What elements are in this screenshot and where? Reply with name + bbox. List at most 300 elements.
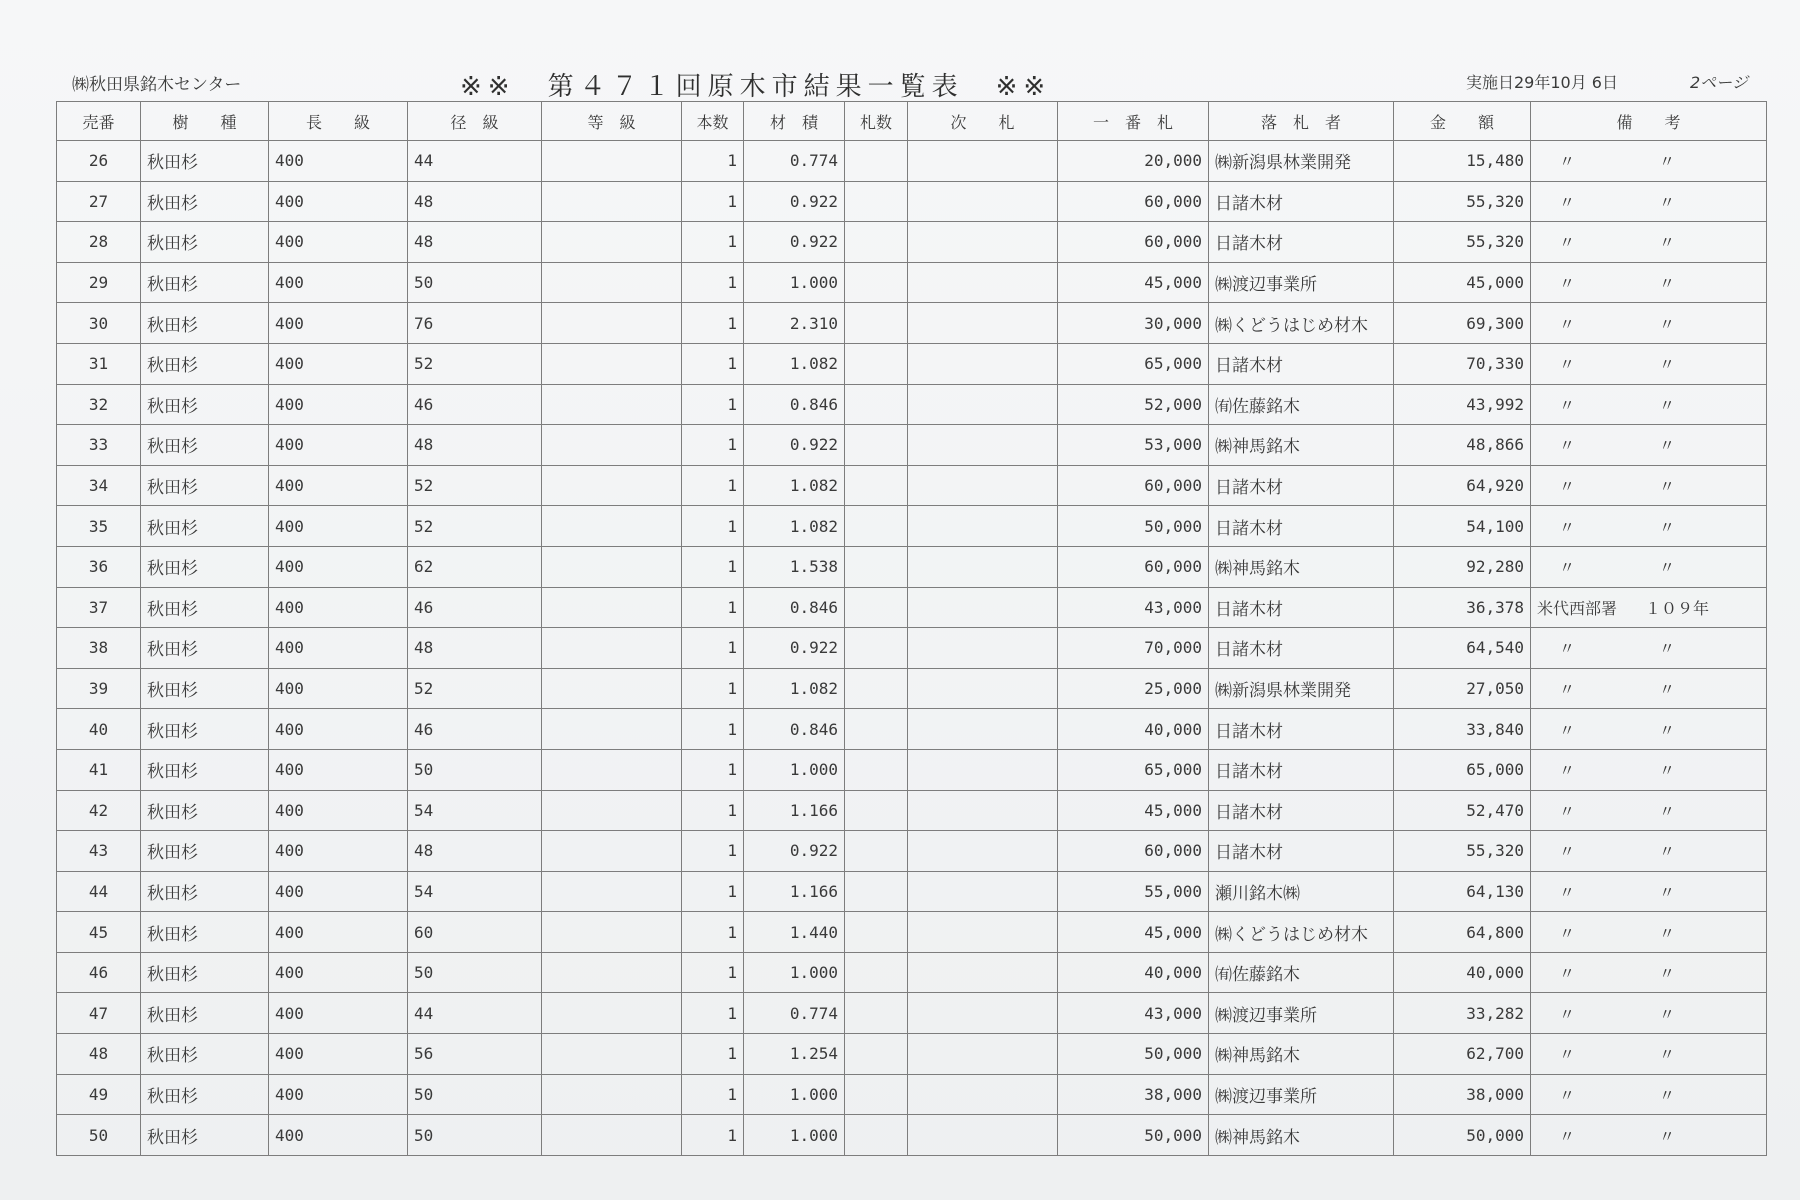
- table-body: [57, 141, 1767, 1156]
- remarks-secondary: 〃: [1659, 842, 1676, 862]
- volume-cell: 1.082: [744, 343, 845, 384]
- column-header: 金 額: [1394, 102, 1531, 141]
- amount-cell: 64,920: [1394, 465, 1531, 506]
- volume-cell: 1.000: [744, 262, 845, 303]
- amount-cell: 69,300: [1394, 303, 1531, 344]
- grade-cell: [542, 993, 682, 1034]
- length-class-cell: 400: [269, 343, 408, 384]
- species-cell: 秋田杉: [141, 668, 269, 709]
- remarks-secondary: １０９年: [1645, 598, 1710, 618]
- piece-count-cell: 1: [682, 790, 744, 831]
- diameter-class-cell: 44: [408, 993, 542, 1034]
- table-row: [57, 465, 1767, 506]
- volume-cell: 0.922: [744, 831, 845, 872]
- remarks-secondary: 〃: [1659, 1045, 1676, 1065]
- second-bid-cell: [908, 1034, 1058, 1075]
- remarks-primary: 〃: [1559, 558, 1576, 578]
- length-class-cell: 400: [269, 384, 408, 425]
- second-bid-cell: [908, 628, 1058, 669]
- column-header: 材 積: [744, 102, 845, 141]
- top-bid-cell: 60,000: [1058, 546, 1209, 587]
- column-header: 長 級: [269, 102, 408, 141]
- remarks-secondary: 〃: [1659, 517, 1676, 537]
- buyer-cell: 日諸木材: [1209, 181, 1394, 222]
- sale-number-cell: 47: [57, 993, 141, 1034]
- remarks-secondary: 〃: [1659, 923, 1676, 943]
- second-bid-cell: [908, 222, 1058, 263]
- amount-cell: 64,540: [1394, 628, 1531, 669]
- table-row: [57, 912, 1767, 953]
- remarks-primary: 〃: [1559, 882, 1576, 902]
- grade-cell: [542, 546, 682, 587]
- buyer-cell: ㈱渡辺事業所: [1209, 1074, 1394, 1115]
- grade-cell: [542, 1034, 682, 1075]
- diameter-class-cell: 56: [408, 1034, 542, 1075]
- buyer-cell: ㈱くどうはじめ材木: [1209, 303, 1394, 344]
- top-bid-cell: 65,000: [1058, 343, 1209, 384]
- sale-number-cell: 42: [57, 790, 141, 831]
- piece-count-cell: 1: [682, 181, 744, 222]
- amount-cell: 38,000: [1394, 1074, 1531, 1115]
- remarks-secondary: 〃: [1659, 639, 1676, 659]
- bid-count-cell: [845, 141, 908, 182]
- table-row: [57, 343, 1767, 384]
- remarks-primary: 米代西部署: [1537, 598, 1618, 618]
- amount-cell: 64,130: [1394, 871, 1531, 912]
- piece-count-cell: 1: [682, 628, 744, 669]
- remarks-cell: [1531, 343, 1767, 384]
- bid-count-cell: [845, 546, 908, 587]
- length-class-cell: 400: [269, 993, 408, 1034]
- amount-cell: 48,866: [1394, 425, 1531, 466]
- amount-cell: 43,992: [1394, 384, 1531, 425]
- piece-count-cell: 1: [682, 262, 744, 303]
- grade-cell: [542, 384, 682, 425]
- bid-count-cell: [845, 343, 908, 384]
- volume-cell: 1.082: [744, 465, 845, 506]
- top-bid-cell: 60,000: [1058, 831, 1209, 872]
- top-bid-cell: 53,000: [1058, 425, 1209, 466]
- bid-count-cell: [845, 222, 908, 263]
- remarks-primary: 〃: [1559, 923, 1576, 943]
- second-bid-cell: [908, 668, 1058, 709]
- volume-cell: 1.082: [744, 668, 845, 709]
- sale-number-cell: 32: [57, 384, 141, 425]
- length-class-cell: 400: [269, 749, 408, 790]
- remarks-cell: [1531, 831, 1767, 872]
- remarks-secondary: 〃: [1659, 436, 1676, 456]
- remarks-cell: [1531, 181, 1767, 222]
- amount-cell: 62,700: [1394, 1034, 1531, 1075]
- bid-count-cell: [845, 749, 908, 790]
- table-row: [57, 628, 1767, 669]
- second-bid-cell: [908, 181, 1058, 222]
- remarks-secondary: 〃: [1659, 882, 1676, 902]
- remarks-cell: [1531, 1074, 1767, 1115]
- table-row: [57, 303, 1767, 344]
- species-cell: 秋田杉: [141, 425, 269, 466]
- remarks-secondary: 〃: [1659, 680, 1676, 700]
- amount-cell: 55,320: [1394, 831, 1531, 872]
- amount-cell: 50,000: [1394, 1115, 1531, 1156]
- bid-count-cell: [845, 587, 908, 628]
- diameter-class-cell: 48: [408, 181, 542, 222]
- volume-cell: 0.774: [744, 993, 845, 1034]
- top-bid-cell: 45,000: [1058, 790, 1209, 831]
- sale-number-cell: 26: [57, 141, 141, 182]
- bid-count-cell: [845, 181, 908, 222]
- species-cell: 秋田杉: [141, 384, 269, 425]
- sale-number-cell: 33: [57, 425, 141, 466]
- buyer-cell: 日諸木材: [1209, 790, 1394, 831]
- top-bid-cell: 45,000: [1058, 912, 1209, 953]
- species-cell: 秋田杉: [141, 222, 269, 263]
- sale-number-cell: 48: [57, 1034, 141, 1075]
- sale-number-cell: 41: [57, 749, 141, 790]
- remarks-primary: 〃: [1559, 842, 1576, 862]
- remarks-primary: 〃: [1559, 395, 1576, 415]
- remarks-cell: [1531, 1115, 1767, 1156]
- table-row: [57, 222, 1767, 263]
- second-bid-cell: [908, 384, 1058, 425]
- remarks-cell: [1531, 141, 1767, 182]
- buyer-cell: ㈱渡辺事業所: [1209, 993, 1394, 1034]
- grade-cell: [542, 871, 682, 912]
- diameter-class-cell: 54: [408, 790, 542, 831]
- diameter-class-cell: 48: [408, 628, 542, 669]
- remarks-secondary: 〃: [1659, 274, 1676, 294]
- second-bid-cell: [908, 1074, 1058, 1115]
- diameter-class-cell: 48: [408, 222, 542, 263]
- grade-cell: [542, 343, 682, 384]
- second-bid-cell: [908, 912, 1058, 953]
- species-cell: 秋田杉: [141, 749, 269, 790]
- species-cell: 秋田杉: [141, 303, 269, 344]
- remarks-cell: [1531, 790, 1767, 831]
- results-table: [56, 101, 1767, 1156]
- second-bid-cell: [908, 709, 1058, 750]
- buyer-cell: 日諸木材: [1209, 343, 1394, 384]
- sale-number-cell: 38: [57, 628, 141, 669]
- amount-cell: 65,000: [1394, 749, 1531, 790]
- diameter-class-cell: 46: [408, 384, 542, 425]
- second-bid-cell: [908, 343, 1058, 384]
- volume-cell: 0.922: [744, 425, 845, 466]
- buyer-cell: ㈱神馬銘木: [1209, 1034, 1394, 1075]
- bid-count-cell: [845, 384, 908, 425]
- second-bid-cell: [908, 506, 1058, 547]
- column-header: 札数: [845, 102, 908, 141]
- table-row: [57, 831, 1767, 872]
- column-header: 一 番 札: [1058, 102, 1209, 141]
- amount-cell: 92,280: [1394, 546, 1531, 587]
- sale-number-cell: 35: [57, 506, 141, 547]
- table-row: [57, 384, 1767, 425]
- piece-count-cell: 1: [682, 831, 744, 872]
- length-class-cell: 400: [269, 790, 408, 831]
- species-cell: 秋田杉: [141, 506, 269, 547]
- table-row: [57, 506, 1767, 547]
- grade-cell: [542, 952, 682, 993]
- remarks-cell: [1531, 871, 1767, 912]
- volume-cell: 1.000: [744, 952, 845, 993]
- species-cell: 秋田杉: [141, 831, 269, 872]
- diameter-class-cell: 62: [408, 546, 542, 587]
- second-bid-cell: [908, 546, 1058, 587]
- table-row: [57, 790, 1767, 831]
- piece-count-cell: 1: [682, 465, 744, 506]
- sale-number-cell: 31: [57, 343, 141, 384]
- grade-cell: [542, 181, 682, 222]
- remarks-secondary: 〃: [1659, 192, 1676, 212]
- diameter-class-cell: 44: [408, 141, 542, 182]
- sale-number-cell: 29: [57, 262, 141, 303]
- top-bid-cell: 60,000: [1058, 465, 1209, 506]
- remarks-primary: 〃: [1559, 720, 1576, 740]
- remarks-secondary: 〃: [1659, 355, 1676, 375]
- top-bid-cell: 25,000: [1058, 668, 1209, 709]
- remarks-cell: [1531, 506, 1767, 547]
- remarks-primary: 〃: [1559, 314, 1576, 334]
- top-bid-cell: 70,000: [1058, 628, 1209, 669]
- volume-cell: 1.000: [744, 1115, 845, 1156]
- table-row: [57, 425, 1767, 466]
- remarks-primary: 〃: [1559, 1004, 1576, 1024]
- length-class-cell: 400: [269, 1115, 408, 1156]
- remarks-primary: 〃: [1559, 517, 1576, 537]
- remarks-cell: [1531, 668, 1767, 709]
- diameter-class-cell: 48: [408, 831, 542, 872]
- remarks-secondary: 〃: [1659, 395, 1676, 415]
- remarks-cell: [1531, 262, 1767, 303]
- amount-cell: 15,480: [1394, 141, 1531, 182]
- remarks-secondary: 〃: [1659, 314, 1676, 334]
- length-class-cell: 400: [269, 303, 408, 344]
- species-cell: 秋田杉: [141, 912, 269, 953]
- volume-cell: 1.166: [744, 871, 845, 912]
- second-bid-cell: [908, 831, 1058, 872]
- bid-count-cell: [845, 1074, 908, 1115]
- top-bid-cell: 55,000: [1058, 871, 1209, 912]
- species-cell: 秋田杉: [141, 993, 269, 1034]
- top-bid-cell: 60,000: [1058, 222, 1209, 263]
- volume-cell: 1.000: [744, 1074, 845, 1115]
- column-header: 次 札: [908, 102, 1058, 141]
- piece-count-cell: 1: [682, 222, 744, 263]
- sale-number-cell: 30: [57, 303, 141, 344]
- diameter-class-cell: 46: [408, 709, 542, 750]
- volume-cell: 1.440: [744, 912, 845, 953]
- species-cell: 秋田杉: [141, 465, 269, 506]
- length-class-cell: 400: [269, 465, 408, 506]
- second-bid-cell: [908, 425, 1058, 466]
- bid-count-cell: [845, 506, 908, 547]
- table-header-row: [57, 102, 1767, 141]
- grade-cell: [542, 425, 682, 466]
- piece-count-cell: 1: [682, 952, 744, 993]
- diameter-class-cell: 50: [408, 749, 542, 790]
- remarks-secondary: 〃: [1659, 1004, 1676, 1024]
- length-class-cell: 400: [269, 222, 408, 263]
- bid-count-cell: [845, 993, 908, 1034]
- species-cell: 秋田杉: [141, 871, 269, 912]
- diameter-class-cell: 50: [408, 262, 542, 303]
- length-class-cell: 400: [269, 141, 408, 182]
- sale-number-cell: 36: [57, 546, 141, 587]
- buyer-cell: ㈱渡辺事業所: [1209, 262, 1394, 303]
- length-class-cell: 400: [269, 871, 408, 912]
- buyer-cell: 日諸木材: [1209, 222, 1394, 263]
- table-row: [57, 1115, 1767, 1156]
- piece-count-cell: 1: [682, 668, 744, 709]
- table-row: [57, 1034, 1767, 1075]
- grade-cell: [542, 831, 682, 872]
- piece-count-cell: 1: [682, 749, 744, 790]
- bid-count-cell: [845, 709, 908, 750]
- sale-number-cell: 49: [57, 1074, 141, 1115]
- bid-count-cell: [845, 465, 908, 506]
- remarks-secondary: 〃: [1659, 233, 1676, 253]
- length-class-cell: 400: [269, 546, 408, 587]
- sale-number-cell: 46: [57, 952, 141, 993]
- piece-count-cell: 1: [682, 1074, 744, 1115]
- grade-cell: [542, 465, 682, 506]
- buyer-cell: 日諸木材: [1209, 831, 1394, 872]
- length-class-cell: 400: [269, 587, 408, 628]
- piece-count-cell: 1: [682, 384, 744, 425]
- sale-number-cell: 40: [57, 709, 141, 750]
- buyer-cell: ㈱新潟県林業開発: [1209, 141, 1394, 182]
- top-bid-cell: 50,000: [1058, 1115, 1209, 1156]
- table-row: [57, 993, 1767, 1034]
- table-row: [57, 668, 1767, 709]
- diameter-class-cell: 52: [408, 506, 542, 547]
- column-header: 径 級: [408, 102, 542, 141]
- grade-cell: [542, 709, 682, 750]
- piece-count-cell: 1: [682, 546, 744, 587]
- organization-name: ㈱秋田県銘木センター: [72, 75, 242, 95]
- remarks-primary: 〃: [1559, 233, 1576, 253]
- diameter-class-cell: 76: [408, 303, 542, 344]
- remarks-cell: [1531, 912, 1767, 953]
- piece-count-cell: 1: [682, 1034, 744, 1075]
- diameter-class-cell: 52: [408, 343, 542, 384]
- remarks-cell: [1531, 952, 1767, 993]
- volume-cell: 0.774: [744, 141, 845, 182]
- column-header: 本数: [682, 102, 744, 141]
- diameter-class-cell: 48: [408, 425, 542, 466]
- second-bid-cell: [908, 993, 1058, 1034]
- diameter-class-cell: 50: [408, 1074, 542, 1115]
- remarks-secondary: 〃: [1659, 477, 1676, 497]
- remarks-cell: [1531, 384, 1767, 425]
- buyer-cell: ㈱くどうはじめ材木: [1209, 912, 1394, 953]
- buyer-cell: ㈱神馬銘木: [1209, 546, 1394, 587]
- remarks-primary: 〃: [1559, 761, 1576, 781]
- species-cell: 秋田杉: [141, 1115, 269, 1156]
- remarks-cell: [1531, 546, 1767, 587]
- amount-cell: 55,320: [1394, 181, 1531, 222]
- bid-count-cell: [845, 831, 908, 872]
- species-cell: 秋田杉: [141, 1074, 269, 1115]
- table-row: [57, 749, 1767, 790]
- column-header: 備 考: [1531, 102, 1767, 141]
- length-class-cell: 400: [269, 831, 408, 872]
- table-row: [57, 1074, 1767, 1115]
- remarks-secondary: 〃: [1659, 152, 1676, 172]
- volume-cell: 1.000: [744, 749, 845, 790]
- top-bid-cell: 52,000: [1058, 384, 1209, 425]
- species-cell: 秋田杉: [141, 262, 269, 303]
- species-cell: 秋田杉: [141, 141, 269, 182]
- top-bid-cell: 40,000: [1058, 709, 1209, 750]
- document-title: ※※ 第４７１回原木市結果一覧表 ※※: [460, 72, 1052, 102]
- remarks-cell: [1531, 222, 1767, 263]
- amount-cell: 40,000: [1394, 952, 1531, 993]
- top-bid-cell: 40,000: [1058, 952, 1209, 993]
- length-class-cell: 400: [269, 709, 408, 750]
- piece-count-cell: 1: [682, 993, 744, 1034]
- table-row: [57, 181, 1767, 222]
- buyer-cell: ㈲佐藤銘木: [1209, 952, 1394, 993]
- grade-cell: [542, 1115, 682, 1156]
- remarks-primary: 〃: [1559, 152, 1576, 172]
- diameter-class-cell: 52: [408, 668, 542, 709]
- species-cell: 秋田杉: [141, 790, 269, 831]
- grade-cell: [542, 506, 682, 547]
- top-bid-cell: 45,000: [1058, 262, 1209, 303]
- amount-cell: 27,050: [1394, 668, 1531, 709]
- remarks-cell: [1531, 709, 1767, 750]
- top-bid-cell: 50,000: [1058, 1034, 1209, 1075]
- top-bid-cell: 20,000: [1058, 141, 1209, 182]
- amount-cell: 45,000: [1394, 262, 1531, 303]
- piece-count-cell: 1: [682, 1115, 744, 1156]
- length-class-cell: 400: [269, 262, 408, 303]
- volume-cell: 1.166: [744, 790, 845, 831]
- second-bid-cell: [908, 465, 1058, 506]
- table-row: [57, 952, 1767, 993]
- table-row: [57, 709, 1767, 750]
- piece-count-cell: 1: [682, 709, 744, 750]
- piece-count-cell: 1: [682, 343, 744, 384]
- bid-count-cell: [845, 790, 908, 831]
- volume-cell: 0.922: [744, 628, 845, 669]
- diameter-class-cell: 46: [408, 587, 542, 628]
- remarks-primary: 〃: [1559, 964, 1576, 984]
- bid-count-cell: [845, 912, 908, 953]
- bid-count-cell: [845, 303, 908, 344]
- column-header: 落 札 者: [1209, 102, 1394, 141]
- species-cell: 秋田杉: [141, 181, 269, 222]
- remarks-cell: [1531, 628, 1767, 669]
- bid-count-cell: [845, 668, 908, 709]
- bid-count-cell: [845, 1115, 908, 1156]
- species-cell: 秋田杉: [141, 709, 269, 750]
- remarks-secondary: 〃: [1659, 1126, 1676, 1146]
- length-class-cell: 400: [269, 425, 408, 466]
- table-row: [57, 141, 1767, 182]
- second-bid-cell: [908, 871, 1058, 912]
- species-cell: 秋田杉: [141, 587, 269, 628]
- top-bid-cell: 38,000: [1058, 1074, 1209, 1115]
- sale-number-cell: 50: [57, 1115, 141, 1156]
- top-bid-cell: 30,000: [1058, 303, 1209, 344]
- volume-cell: 1.538: [744, 546, 845, 587]
- grade-cell: [542, 587, 682, 628]
- length-class-cell: 400: [269, 952, 408, 993]
- remarks-secondary: 〃: [1659, 720, 1676, 740]
